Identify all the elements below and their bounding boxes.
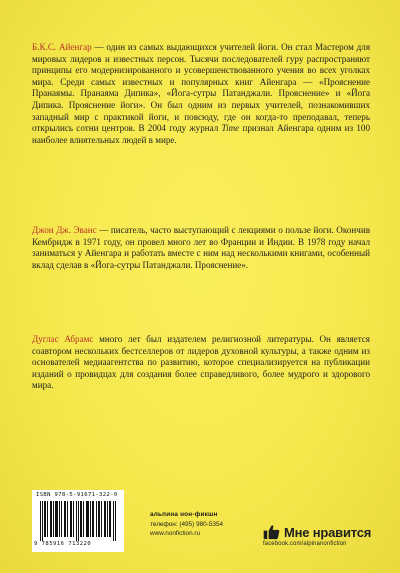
isbn-barcode	[32, 490, 124, 552]
like-label: Мне нравится	[284, 524, 372, 540]
author-name: Б.К.С. Айенгар	[32, 42, 92, 52]
bio-text: — один из самых выдающихся учителей йоги. Он стал Мастером для мировых лидеров и известных персон. Тысячи последователей гуру распространяют принципы его модернизированного и усовершенствованного учения во всех уголках мира. Среди самых известных и популярных книг Айенгара — «Прояснение Пранаямы. Пранаяма Дипика», «Йога-сутры Патанджали. Прояснение» и «Йога Дипика. Прояснение йоги». Он был одним из первых учителей, познакомивших западный мир с практикой йоги, и повсюду, где он когда-то преподавал, теперь открылись сотни центров. В 2004 году журнал	[32, 42, 371, 134]
author-bio-iyengar	[32, 42, 370, 146]
bio-text: много лет был издателем религиозной литературы. Он является соавтором нескольких бестселлеров от лидеров духовной культуры, а также одним из основателей медиаагентства по развитию, которое специализируется на публикации изданий о провидцах для создания более справедливого, более мудрого и здорового мира.	[32, 334, 370, 391]
publisher-info	[150, 510, 260, 539]
author-name: Джон Дж. Эванс	[32, 225, 97, 235]
publisher-name: альпина нон-фикшн	[150, 511, 218, 518]
publisher-phone: телефон: (495) 980-5354	[150, 520, 224, 528]
facebook-like-block[interactable]	[263, 524, 383, 547]
author-name: Дуглас Абрамс	[32, 334, 94, 344]
isbn-label: ISBN 978-5-91671-322-0	[36, 492, 118, 498]
magazine-title: Time	[221, 123, 240, 134]
bio-text-continued: признал Айенгара одним из 100 наиболее влиятельных людей в мире.	[32, 123, 370, 145]
author-bio-abrams	[32, 334, 370, 392]
thumbs-up-icon	[263, 524, 280, 540]
publisher-website[interactable]: www.nonfiction.ru	[150, 530, 201, 537]
barcode-number: 9 785916 713220	[34, 541, 92, 547]
author-bio-evans	[32, 225, 370, 271]
barcode-bars	[40, 501, 116, 541]
facebook-url[interactable]: facebook.com/alpinanonfiction	[263, 541, 347, 547]
bio-text: — писатель, часто выступающий с лекциями о пользе йоги. Окончив Кембридж в 1971 году, он провел много лет во Франции и Индии. В 1978 году начал заниматься у Айенгара и работать вместе с ним над несколькими книгами, особенный вклад сделав в «Йога-сутры Патанджали. Прояснение».	[32, 225, 370, 270]
